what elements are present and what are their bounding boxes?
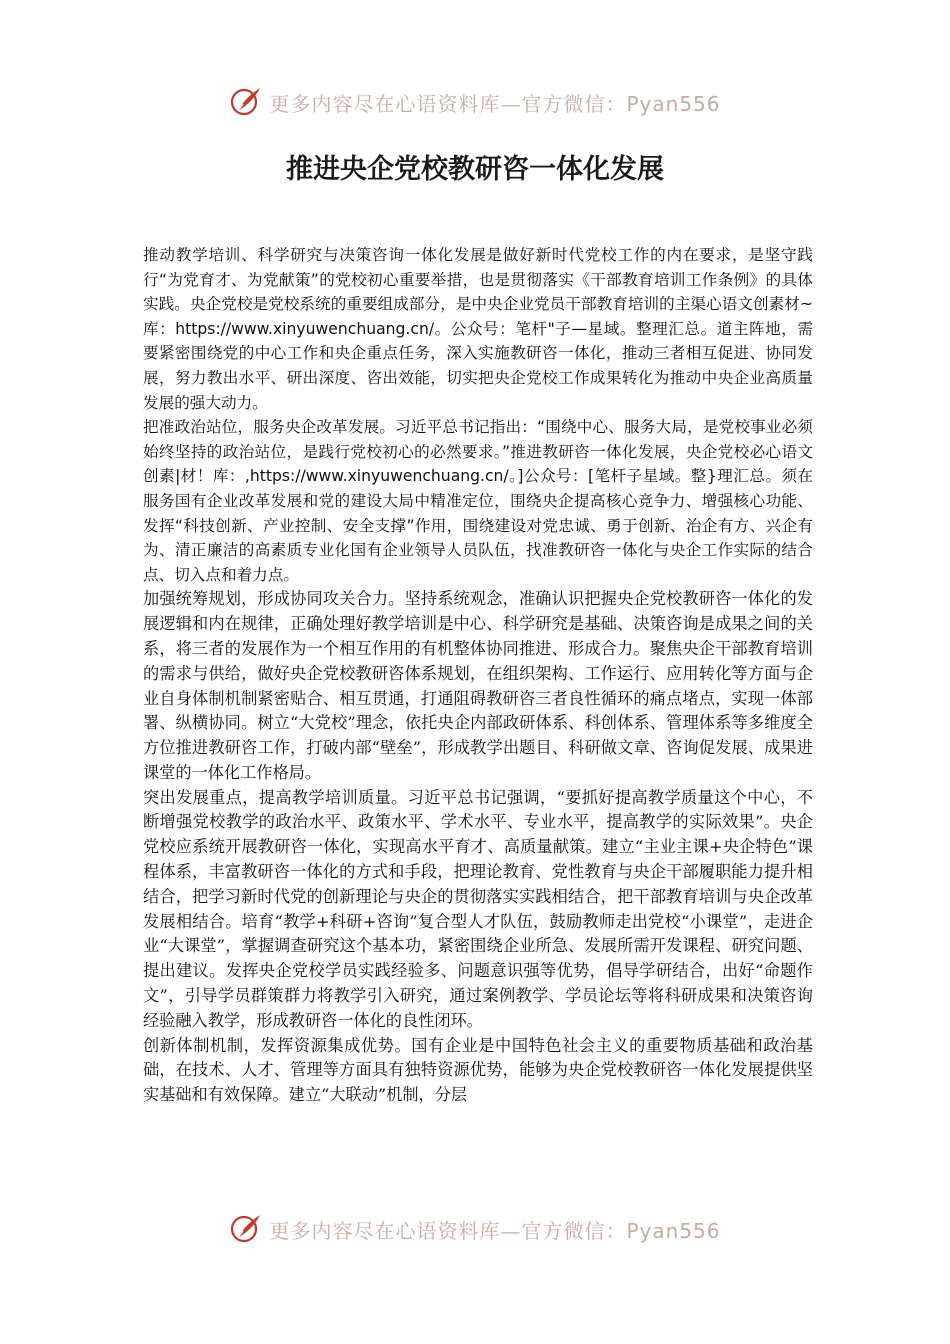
banner-text: 更多内容尽在心语资料库—官方微信：Pyan556 (269, 1218, 721, 1243)
quill-pen-circle-icon (229, 1212, 263, 1246)
document-body (143, 243, 813, 1108)
wechat-id: Pyan556 (626, 91, 721, 116)
paragraph-3: 加强统筹规划，形成协同攻关合力。坚持系统观念，准确认识把握央企党校教研咨一体化的发展逻辑和内在规律，正确处理好教学培训是中心、科学研究是基础、决策咨询是成果之间的关系，将三者的发展作为一个相互作用的有机整体协同推进、形成合力。聚焦央企干部教育培训的需求与供给，做好央企党校教研咨体系规划，在组织架构、工作运行、应用转化等方面与企业自身体制机制紧密贴合、相互贯通，打通阻碍教研咨三者良性循环的痛点堵点，实现一体部署、纵横协同。树立“大党校”理念，依托央企内部政研体系、科创体系、管理体系等多维度全方位推进教研咨工作，打破内部“壁垒”，形成教学出题目、科研做文章、咨询促发展、成果进课堂的一体化工作格局。 (143, 589, 813, 782)
quill-pen-circle-icon (229, 85, 263, 119)
paragraph-5: 创新体制机制，发挥资源集成优势。国有企业是中国特色社会主义的重要物质基础和政治基础，在技术、人才、管理等方面具有独特资源优势，能够为央企党校教研咨一体化发展提供坚实基础和有效保障。建立“大联动”机制，分层 (143, 1035, 813, 1105)
paragraph-2: 把准政治站位，服务央企改革发展。习近平总书记指出：“围绕中心、服务大局，是党校事业必须始终坚持的政治站位，是践行党校初心的必然要求。”推进教研咨一体化发展，央企党校必心语文创素|材！库：,https://www.xinyuwenchuang.cn/。]公众号：[笔杆子星域。整}理汇总。须在服务国有企业改革发展和党的建设大局中精准定位，围绕央企提高核心竞争力、增强核心功能、发挥“科技创新、产业控制、安全支撑”作用，围绕建设对党忠诚、勇于创新、治企有方、兴企有为、清正廉洁的高素质专业化国有企业领导人员队伍，找准教研咨一体化与央企工作实际的结合点、切入点和着力点。 (143, 418, 813, 584)
header-watermark-banner (0, 82, 950, 122)
banner-text: 更多内容尽在心语资料库—官方微信：Pyan556 (269, 91, 721, 116)
paragraph-4: 突出发展重点，提高教学培训质量。习近平总书记强调，“要抓好提高教学质量这个中心，不断增强党校教学的政治水平、政策水平、学术水平、专业水平，提高教学的实际效果”。央企党校应系统开展教研咨一体化，实现高水平育才、高质量献策。建立“主业主课+央企特色”课程体系，丰富教研咨一体化的方式和手段，把理论教育、党性教育与央企干部履职能力提升相结合，把学习新时代党的创新理论与央企的贯彻落实实践相结合，把干部教育培训与央企改革发展相结合。培育“教学+科研+咨询”复合型人才队伍，鼓励教师走出党校“小课堂”，走进企业“大课堂”，掌握调查研究这个基本功，紧密围绕企业所急、发展所需开发课程、研究问题、提出建议。发挥央企党校学员实践经验多、问题意识强等优势，倡导学研结合，出好“命题作文”，引导学员群策群力将教学引入研究，通过案例教学、学员论坛等将科研成果和决策咨询经验融入教学，形成教研咨一体化的良性闭环。 (143, 787, 813, 1030)
document-title: 推进央企党校教研咨一体化发展 (286, 154, 664, 185)
wechat-id: Pyan556 (626, 1218, 721, 1243)
footer-watermark-banner (0, 1209, 950, 1249)
paragraph-1: 推动教学培训、科学研究与决策咨询一体化发展是做好新时代党校工作的内在要求，是坚守践行“为党育才、为党献策”的党校初心重要举措，也是贯彻落实《干部教育培训工作条例》的具体实践。央企党校是党校系统的重要组成部分，是中央企业党员干部教育培训的主渠心语文创素材~库：https://www.xinyuwenchuang.cn/。公众号：笔杆"子—星域。整理汇总。道主阵地，需要紧密围绕党的中心工作和央企重点任务，深入实施教研咨一体化，推动三者相互促进、协同发展，努力教出水平、研出深度、咨出效能，切实把央企党校工作成果转化为推动中央企业高质量发展的强大动力。 (143, 246, 813, 412)
